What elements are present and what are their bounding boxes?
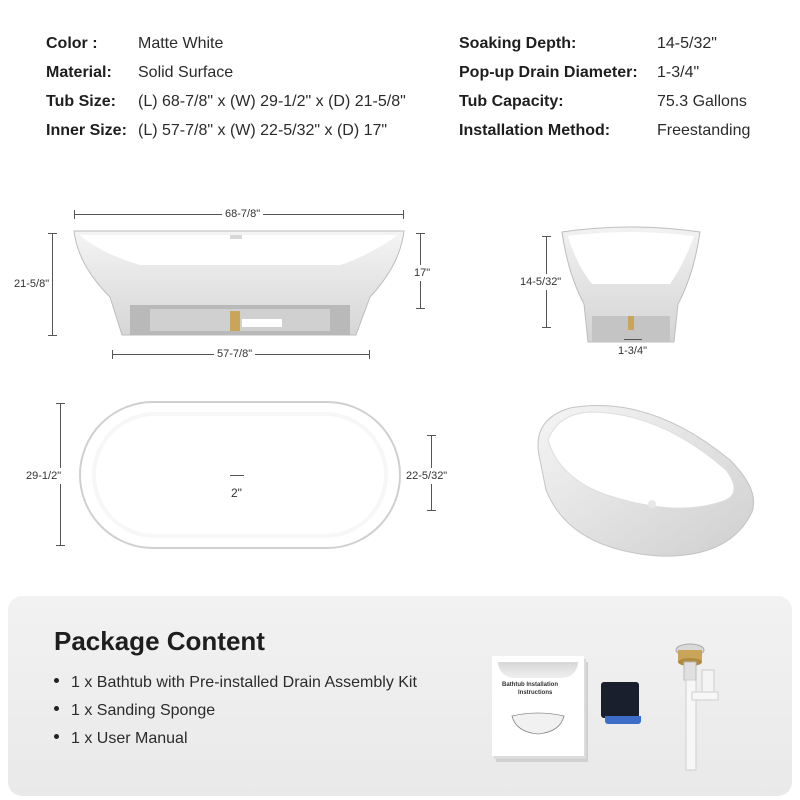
package-item xyxy=(54,702,215,720)
manual-title-line2: Instructions xyxy=(518,690,553,696)
dimension-tick xyxy=(403,210,404,219)
spec-key: Color : xyxy=(46,35,98,52)
dimension-tick xyxy=(369,350,370,359)
dimension-tick xyxy=(112,350,113,359)
dimension-line xyxy=(230,475,244,476)
spec-key: Installation Method: xyxy=(459,122,611,139)
tub-perspective-illustration xyxy=(530,400,760,560)
package-title: Package Content xyxy=(54,626,265,656)
dimension-tick xyxy=(542,327,551,328)
dim-side-height: 21-5/8" xyxy=(14,278,50,290)
spec-value: 14-5/32" xyxy=(657,35,717,52)
spec-value: Freestanding xyxy=(657,122,751,139)
bullet-icon xyxy=(54,734,59,739)
package-item xyxy=(54,674,417,692)
spec-value: Solid Surface xyxy=(138,64,234,81)
dimension-tick xyxy=(416,233,425,234)
manual-tub-icon xyxy=(510,712,566,736)
spec-value: Matte White xyxy=(138,35,224,52)
package-item-label: 1 x Bathtub with Pre-installed Drain Assembly Kit xyxy=(71,674,417,691)
bullet-icon xyxy=(54,706,59,711)
bullet-icon xyxy=(54,678,59,683)
dimension-tick xyxy=(542,236,551,237)
dim-side-inner-length: 57-7/8" xyxy=(214,348,255,360)
dim-top-inner-width: 22-5/32" xyxy=(406,470,448,482)
dimension-tick xyxy=(74,210,75,219)
manual-title-line1: Bathtub Installation xyxy=(502,682,558,688)
user-manual-illustration xyxy=(492,656,584,756)
dimension-tick xyxy=(48,335,57,336)
package-item-label: 1 x Sanding Sponge xyxy=(71,702,216,719)
spec-value: (L) 68-7/8" x (W) 29-1/2" x (D) 21-5/8" xyxy=(138,93,406,110)
dimension-tick xyxy=(48,233,57,234)
dimension-tick xyxy=(56,403,65,404)
spec-value: 75.3 Gallons xyxy=(657,93,747,110)
sanding-sponge-illustration xyxy=(601,682,643,724)
dimension-tick xyxy=(427,510,436,511)
dimension-tick xyxy=(416,308,425,309)
dimension-tick xyxy=(427,435,436,436)
spec-key: Pop-up Drain Diameter: xyxy=(459,64,638,81)
spec-key: Soaking Depth: xyxy=(459,35,577,52)
spec-key: Inner Size: xyxy=(46,122,127,139)
spec-key: Tub Capacity: xyxy=(459,93,564,110)
spec-key: Tub Size: xyxy=(46,93,116,110)
package-item xyxy=(54,730,188,748)
dimension-tick xyxy=(56,545,65,546)
dimension-line xyxy=(52,233,53,336)
sponge-bottom xyxy=(605,716,641,724)
dim-side-inner-depth: 17" xyxy=(414,267,431,279)
tub-side-illustration xyxy=(70,225,410,345)
spec-key: Material: xyxy=(46,64,112,81)
dim-top-width: 29-1/2" xyxy=(26,470,62,482)
sponge-top xyxy=(601,682,639,718)
dim-top-drain: 2" xyxy=(231,486,242,500)
tub-end-illustration xyxy=(560,224,702,344)
manual-header-graphic xyxy=(498,662,578,678)
drain-assembly-illustration xyxy=(662,638,732,778)
spec-value: (L) 57-7/8" x (W) 22-5/32" x (D) 17" xyxy=(138,122,388,139)
package-item-label: 1 x User Manual xyxy=(71,730,188,747)
package-content-panel xyxy=(8,596,792,796)
dimension-line xyxy=(624,339,642,340)
spec-value: 1-3/4" xyxy=(657,64,700,81)
dim-end-soaking-depth: 14-5/32" xyxy=(520,276,562,288)
dim-end-drain: 1-3/4" xyxy=(618,345,647,357)
dim-side-length: 68-7/8" xyxy=(222,208,263,220)
